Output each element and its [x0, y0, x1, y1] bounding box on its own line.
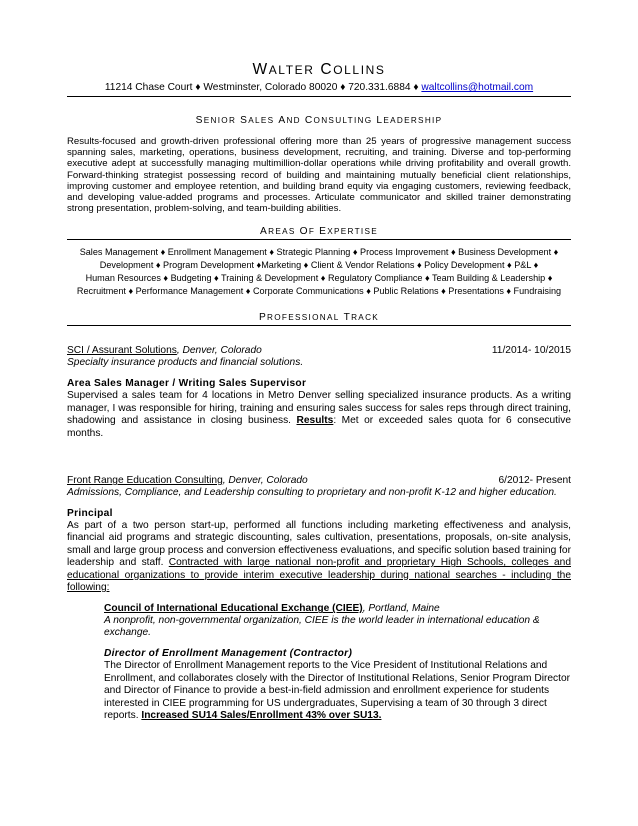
candidate-name: WALTER COLLINS	[252, 61, 386, 78]
expertise-line: Sales Management ♦ Enrollment Management ♦ Strategic Planning ♦ Process Improvement ♦ Business Development ♦	[79, 247, 559, 258]
job-sci	[67, 344, 571, 440]
resume-page	[67, 0, 571, 723]
expertise-line: Recruitment ♦ Performance Management ♦ Corporate Communications ♦ Public Relations ♦ Presentations ♦ Fundraising	[76, 286, 562, 297]
company-name: Front Range Education Consulting	[67, 475, 223, 487]
job-frec	[67, 474, 571, 722]
client-body: The Director of Enrollment Management reports to the Vice President of Institutional Relations and Enrollment, and collaborates closely with the Director of Institutional Relations, Senior Program Director and Director of Finance to provide a best-in-field admission and enrollment experience for students interested in CIEE programming for US undergraduates, Supervising a team of 30 through 3 direct reports. Increased SU14 Sales/Enrollment 43% over SU13.	[104, 660, 571, 722]
client-name: Council of International Educational Exchange (CIEE)	[104, 603, 363, 615]
company-description: Admissions, Compliance, and Leadership consulting to proprietary and non-profit K-12 and higher education.	[67, 487, 557, 499]
job-body: Supervised a sales team for 4 locations in Metro Denver selling specialized insurance products. As a writing manager, I was responsible for hiring, training and ensuring sales success for sales reps through direct training, shadowing and assistance in closing business. Results: Met or exceeded sales quota for 6 consecutive months.	[67, 390, 572, 439]
client-location: , Portland, Maine	[362, 603, 440, 615]
company-location: , Denver, Colorado	[176, 345, 262, 357]
email-link[interactable]: waltcollins@hotmail.com	[421, 82, 534, 93]
company-location: , Denver, Colorado	[222, 475, 308, 487]
expertise-line: Development ♦ Program Development ♦Marketing ♦ Client & Vendor Relations ♦ Policy Development ♦ P&L ♦	[99, 260, 539, 271]
job-title: Area Sales Manager / Writing Sales Supervisor	[67, 378, 307, 390]
job-header	[67, 344, 571, 357]
summary-paragraph: Results-focused and growth-driven professional offering more than 25 years of progressive management success spanning sales, marketing, operations, business development, recruiting, and training. Diverse and top-performing executive adept at successfully managing multimillion-dollar operations while driving profitability and overall growth. Forward-thinking strategist possessing record of building and maintaining mutually beneficial client relationships, improving customer and employee retention, and building brand equity via engaging customers, reviewing feedback, and developing value-added programs and processes. Articulate communicator and skilled trainer demonstrating strong presentation, problem-solving, and team-building abilities.	[67, 136, 571, 215]
job-dates: 6/2012- Present	[498, 475, 571, 487]
sales-highlight: Increased SU14 Sales/Enrollment 43% over SU13.	[141, 710, 382, 722]
client-role: Director of Enrollment Management (Contractor)	[104, 648, 353, 660]
job-dates: 11/2014- 10/2015	[491, 345, 571, 357]
expertise-line: Human Resources ♦ Budgeting ♦ Training & Development ♦ Regulatory Compliance ♦ Team Building & Leadership ♦	[85, 273, 553, 284]
job-header	[67, 474, 571, 487]
company-description: Specialty insurance products and financial solutions.	[67, 357, 304, 369]
results-label: Results	[296, 415, 334, 427]
job-body: As part of a two person start-up, performed all functions including marketing effectiveness and analysis, financial aid programs and strategic discounting, sales cultivation, presentations, proposals, on-site analysis, small and large group process and conversion effectiveness evaluations, and specific solution based training for leadership and staff. Contracted with large national non-profit and proprietary High Schools, colleges and educational organizations to provide interim executive leadership during national searches - including the following:	[67, 520, 571, 594]
contact-line	[67, 82, 571, 97]
headline: SENIOR SALES AND CONSULTING LEADERSHIP	[195, 115, 443, 126]
contracts-note: Contracted with large national non-profit and proprietary High Schools, colleges and educational organizations to provide interim executive leadership during national searches - including the following:	[67, 557, 571, 594]
client-description: A nonprofit, non-governmental organization, CIEE is the world leader in international education & exchange.	[104, 615, 540, 639]
job-title: Principal	[67, 508, 113, 520]
expertise-title: AREAS OF EXPERTISE	[67, 226, 571, 240]
expertise-list	[67, 246, 571, 298]
contact-address: 11214 Chase Court ♦ Westminster, Colorado 80020 ♦ 720.331.6884 ♦	[104, 82, 422, 93]
company-name: SCI / Assurant Solutions	[67, 345, 177, 357]
client-ciee	[104, 602, 571, 722]
track-title: PROFESSIONAL TRACK	[67, 312, 571, 326]
